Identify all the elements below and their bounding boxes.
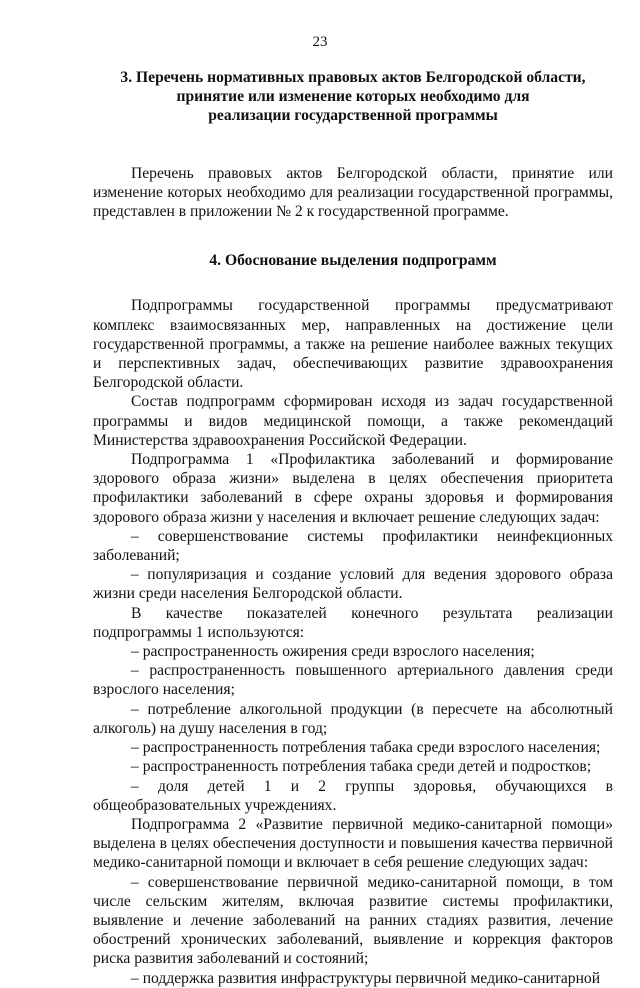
section-3-paragraph: Перечень правовых актов Белгородской области, принятие или изменение которых необходимо для реализации государственной программы, представлен в приложении № 2 к государственной программе. (93, 164, 613, 221)
section-4-paragraph: Подпрограмма 1 «Профилактика заболеваний и формирование здорового образа жизни» выделена в целях обеспечения приоритета профилактики заболеваний в сфере охраны здоровья и формирования здорового образа жизни у населения и включает решение следующих задач: (93, 451, 613, 526)
list-item: – совершенствование первичной медико-санитарной помощи, в том числе сельским жителям, включая развитие системы профилактики, выявление и лечение заболеваний на ранних стадиях развития, лечение обострений хронических заболеваний, выявление и коррекция факторов риска развития заболеваний и состояний; (93, 873, 613, 968)
section-3-heading-line-2: принятие или изменение которых необходимо для (176, 88, 530, 106)
section-3-heading-line-3: реализации государственной программы (208, 107, 498, 125)
document-body (93, 68, 613, 988)
list-item: – потребление алкогольной продукции (в пересчете на абсолютный алкоголь) на душу населения в год; (93, 700, 613, 737)
section-3-heading (93, 68, 613, 126)
list-item: – поддержка развития инфраструктуры первичной медико-санитарной (131, 969, 601, 987)
list-item: – распространенность ожирения среди взрослого населения; (131, 643, 535, 661)
list-item: – доля детей 1 и 2 группы здоровья, обучающихся в общеобразовательных учреждениях. (93, 777, 613, 814)
section-4-paragraph: Состав подпрограмм сформирован исходя из задач государственной программы и видов медицинской помощи, а также рекомендаций Министерства здравоохранения Российской Федерации. (93, 393, 613, 449)
page-number: 23 (312, 34, 328, 50)
section-4-heading: 4. Обоснование выделения подпрограмм (209, 252, 497, 270)
list-item: – распространенность потребления табака среди детей и подростков; (131, 758, 592, 776)
section-4-paragraph: В качестве показателей конечного результата реализации подпрограммы 1 используются: (93, 604, 613, 641)
list-item: – распространенность повышенного артериального давления среди взрослого населения; (93, 662, 613, 699)
section-4-paragraph: Подпрограмма 2 «Развитие первичной медико-санитарной помощи» выделена в целях обеспечения доступности и повышения качества первичной медико-санитарной помощи и включает в себя решение следующих задач: (93, 815, 613, 872)
section-4-paragraph: Подпрограммы государственной программы предусматривают комплекс взаимосвязанных мер, направленных на достижение цели государственной программы, а также на решение наиболее важных текущих и перспективных задач, обеспечивающих развитие здравоохранения Белгородской области. (93, 297, 613, 392)
list-item: – распространенность потребления табака среди взрослого населения; (131, 739, 601, 757)
section-3-heading-line-1: 3. Перечень нормативных правовых актов Белгородской области, (120, 69, 586, 86)
list-item: – популяризация и создание условий для ведения здорового образа жизни среди населения Белгородской области. (93, 566, 613, 603)
list-item: – совершенствование системы профилактики неинфекционных заболеваний; (93, 527, 613, 565)
